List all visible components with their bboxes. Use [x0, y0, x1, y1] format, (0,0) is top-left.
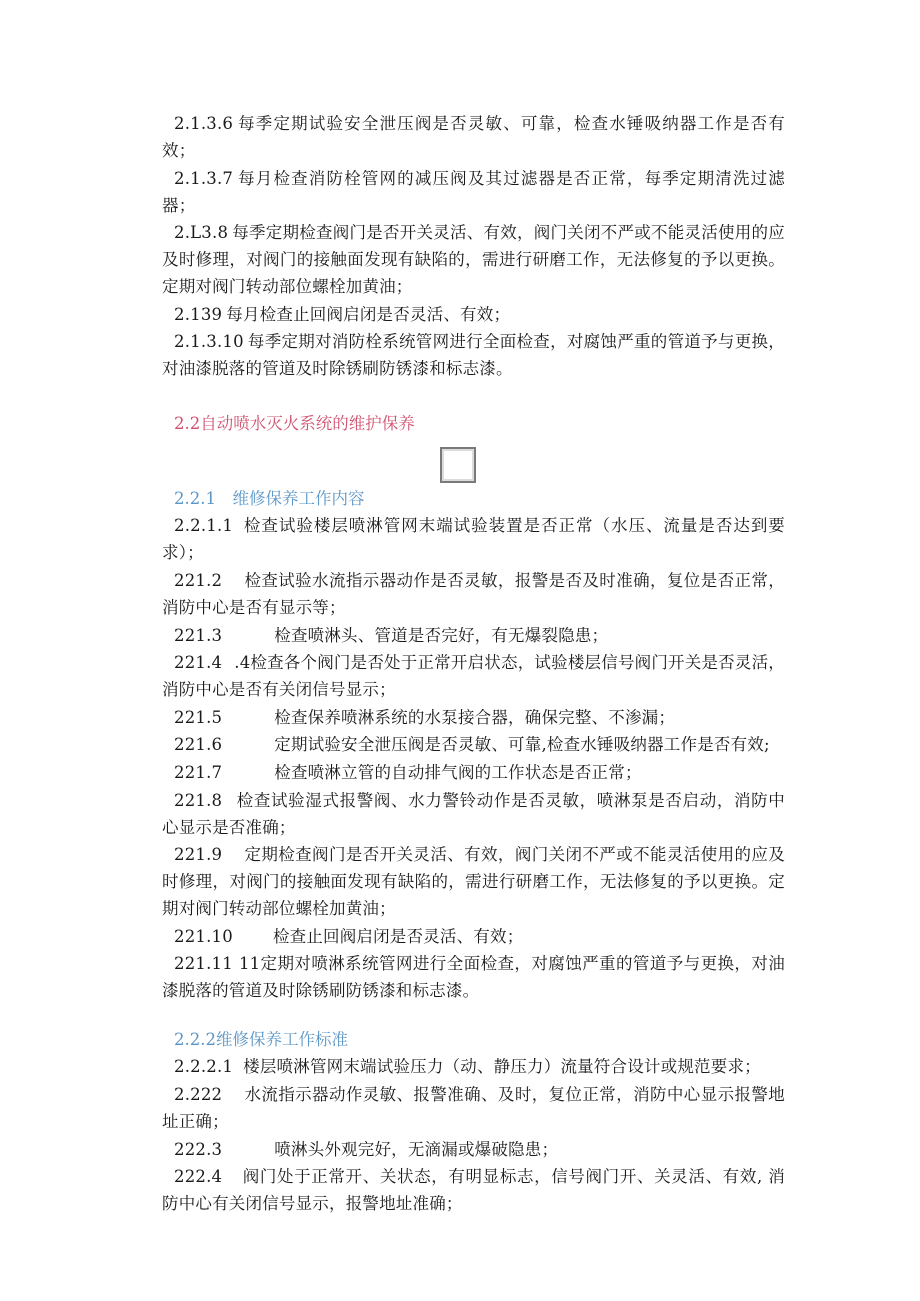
- clause-paragraph: [162, 731, 785, 758]
- clause-text: 检查试验水流指示器动作是否灵敏，报警是否及时准确，复位是否正常，消防中心是否有显示等；: [162, 570, 785, 617]
- clause-text: 每月检查止回阀启闭是否灵活、有效；: [226, 304, 511, 324]
- clause-paragraph: [162, 649, 785, 703]
- clause-paragraph: [162, 512, 785, 566]
- clause-number: 2.1.3.6: [174, 114, 234, 133]
- clause-text: 楼层喷淋管网末端试验压力（动、静压力）流量符合设计或规范要求；: [243, 1057, 761, 1077]
- clause-text: 喷淋头外观完好，无滴漏或爆破隐患；: [274, 1139, 559, 1159]
- clause-number: 221.7: [174, 762, 223, 782]
- clause-text: 检查保养喷淋系统的水泵接合器，确保完整、不渗漏；: [274, 707, 676, 727]
- section-2-2-2-list: [162, 1053, 785, 1217]
- clause-text: 定期检查阀门是否开关灵活、有效，阀门关闭不严或不能灵活使用的应及时修理，对阀门的接触面发现有缺陷的，需进行研磨工作，无法修复的予以更换。定期对阀门转动部位螺栓加黄油；: [162, 845, 785, 919]
- clause-number: 2.139: [174, 304, 223, 324]
- clause-paragraph: [162, 1136, 785, 1163]
- clause-text: 阀门处于正常开、关状态，有明显标志，信号阀门开、关灵活、有效, 消防中心有关闭信号显示，报警地址准确；: [162, 1167, 785, 1214]
- clause-number: 221.4: [174, 653, 223, 673]
- clause-number: 2.1.3.10: [174, 332, 244, 352]
- clause-paragraph: [162, 759, 785, 786]
- subsection-heading-2-2-2: 2.2.2维修保养工作标准: [174, 1030, 348, 1050]
- clause-text: 每季定期试验安全泄压阀是否灵敏、可靠，检查水锤吸纳器工作是否有效；: [162, 114, 785, 160]
- clause-text: 检查喷淋头、管道是否完好，有无爆裂隐患；: [274, 625, 609, 645]
- clause-number: 221.10: [174, 926, 233, 946]
- clause-text: 检查喷淋立管的自动排气阀的工作状态是否正常；: [274, 762, 642, 782]
- section-2-2-1-list: [162, 512, 785, 1004]
- clause-text: 检查试验楼层喷淋管网末端试验装置是否正常（水压、流量是否达到要求）；: [162, 516, 785, 563]
- clause-number: 2.L3.8: [174, 223, 229, 243]
- clause-number: 2.222: [174, 1084, 223, 1104]
- clause-text: 检查止回阀启闭是否灵活、有效；: [272, 926, 524, 946]
- clause-paragraph: [162, 950, 785, 1004]
- clause-paragraph: [162, 1053, 785, 1080]
- clause-paragraph: [162, 923, 785, 950]
- clause-paragraph: [162, 301, 785, 328]
- section-heading-2-2: 2.2自动喷水灭火系统的维护保养: [174, 414, 415, 434]
- clause-paragraph: [162, 704, 785, 731]
- clause-number: 221.6: [174, 735, 223, 755]
- clause-text: 水流指示器动作灵敏、报警准确、及时，复位正常，消防中心显示报警地址正确；: [162, 1084, 785, 1131]
- clause-number: 221.2: [174, 570, 223, 590]
- clause-number: 2.1.3.7: [174, 168, 234, 188]
- section-2-1-3-list: [162, 110, 785, 382]
- clause-paragraph: [162, 622, 785, 649]
- clause-text: 每月检查消防栓管网的减压阀及其过滤器是否正常，每季定期清洗过滤器；: [162, 168, 785, 215]
- clause-paragraph: [162, 1163, 785, 1217]
- clause-paragraph: [162, 567, 785, 621]
- clause-paragraph: [162, 1081, 785, 1135]
- clause-number: 221.8: [174, 790, 223, 810]
- clause-paragraph: [162, 328, 785, 382]
- subsection-heading-2-2-1: 2.2.1 维修保养工作内容: [174, 489, 365, 509]
- clause-paragraph: [162, 787, 785, 841]
- clause-number: 221.11: [174, 954, 233, 974]
- clause-text: 每季定期对消防栓系统管网进行全面检查，对腐蚀严重的管道予与更换，对油漆脱落的管道及时除锈刷防锈漆和标志漆。: [162, 332, 785, 379]
- clause-paragraph: [162, 165, 785, 219]
- clause-text: .4检查各个阀门是否处于正常开启状态，试验楼层信号阀门开关是否灵活，消防中心是否有关闭信号显示；: [162, 653, 785, 700]
- clause-number: 222.4: [174, 1167, 223, 1187]
- clause-number: 221.5: [174, 707, 223, 727]
- clause-number: 221.9: [174, 845, 223, 865]
- clause-text: 定期试验安全泄压阀是否灵敏、可靠,检查水锤吸纳器工作是否有效;: [274, 735, 770, 755]
- clause-paragraph: [162, 219, 785, 300]
- clause-number: 2.2.2.1: [174, 1057, 234, 1077]
- clause-number: 2.2.1.1: [174, 516, 234, 536]
- image-placeholder-icon: [440, 447, 476, 483]
- clause-number: 222.3: [174, 1139, 223, 1159]
- clause-text: 11定期对喷淋系统管网进行全面检查，对腐蚀严重的管道予与更换，对油漆脱落的管道及时除锈刷防锈漆和标志漆。: [162, 954, 785, 1001]
- clause-paragraph: [162, 841, 785, 922]
- clause-paragraph: [162, 110, 785, 164]
- clause-text: 每季定期检查阀门是否开关灵活、有效，阀门关闭不严或不能灵活使用的应及时修理，对阀门的接触面发现有缺陷的，需进行研磨工作，无法修复的予以更换。定期对阀门转动部位螺栓加黄油；: [162, 223, 785, 297]
- clause-number: 221.3: [174, 625, 223, 645]
- clause-text: 检查试验湿式报警阀、水力警铃动作是否灵敏，喷淋泵是否启动，消防中心显示是否准确；: [162, 790, 785, 837]
